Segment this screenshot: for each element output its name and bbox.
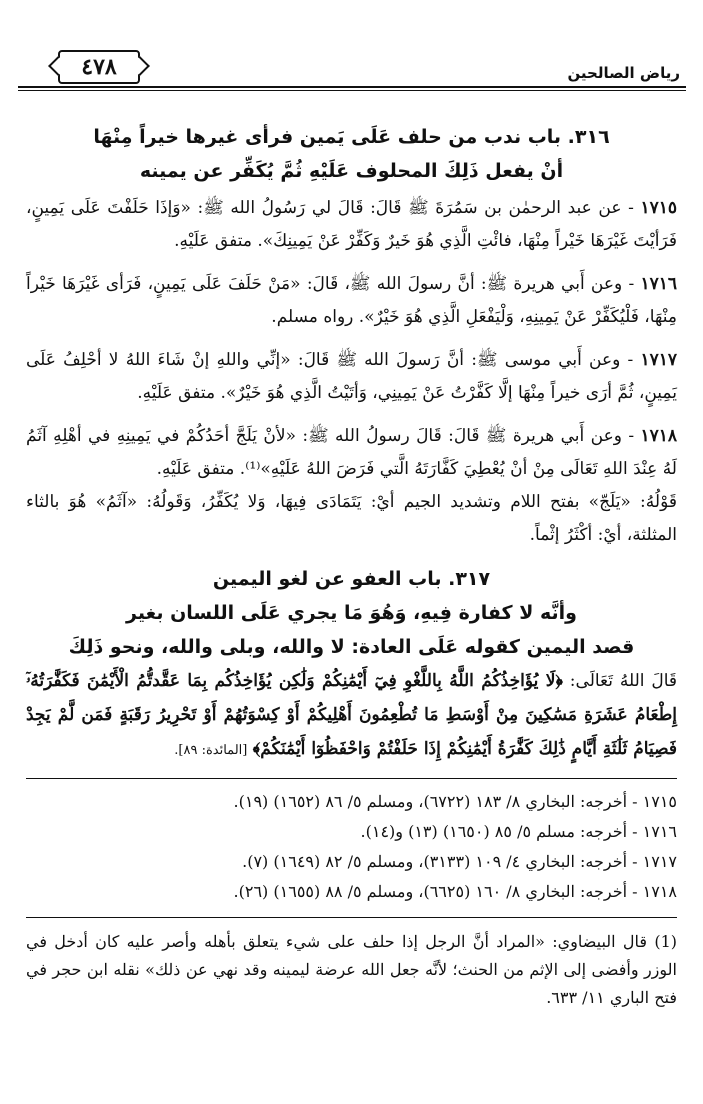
explanation: قَوْلُهُ: «يَلَجّ» بفتح اللام وتشديد الجيم أيْ: يَتَمَادَى فِيهَا، وَلا يُكَفِّرُ، وَقَولُهُ: «آثَمُ» هُوَ بالثاء المثلثة، أيْ: أكْثَرُ إثْماً. — [26, 492, 677, 545]
quran-reference: [المائدة: ٨٩]. — [174, 743, 248, 758]
hadith-number: ١٧١٨ — [640, 426, 677, 446]
chapter-317-title-line1: ٣١٧. باب العفو عن لغو اليمين — [212, 568, 491, 590]
takhrij-divider — [26, 778, 677, 779]
footnote-divider — [26, 917, 677, 918]
header-rule-thin — [18, 90, 686, 91]
page-number-box — [58, 50, 140, 84]
page-number: ٤٧٨ — [81, 54, 117, 80]
chapter-317-title-line3: قصد اليمين كقوله عَلَى العادة: لا والله، وبلى والله، ونحو ذَلِكَ — [68, 636, 635, 658]
quran-intro: قَالَ اللهُ تَعَالَى: — [562, 671, 678, 691]
quran-verse: ﴿لَا يُؤَاخِذُكُمُ اللَّهُ بِاللَّغْوِ فِيٓ أَيْمَٰنِكُمْ وَلَٰكِن يُؤَاخِذُكُم بِمَا عَقَّدتُّمُ الْأَيْمَٰنَ فَكَفَّٰرَتُهُۥٓ إِطْعَامُ عَشَرَةِ مَسَٰكِينَ مِنْ أَوْسَطِ مَا تُطْعِمُونَ أَهْلِيكُمْ أَوْ كِسْوَتُهُمْ أَوْ تَحْرِيرُ رَقَبَةٍ فَمَن لَّمْ يَجِدْ فَصِيَامُ ثَلَٰثَةِ أَيَّامٍ ذَٰلِكَ كَفَّٰرَةُ أَيْمَٰنِكُمْ إِذَا حَلَفْتُمْ وَاحْفَظُوٓا أَيْمَٰنَكُمْ﴾ — [26, 671, 677, 759]
takhrij-1717: ١٧١٧ - أخرجه: البخاري ٤/ ١٠٩ (٣١٣٣)، ومسلم ٥/ ٨٢ (١٦٤٩) (٧). — [242, 852, 677, 871]
hadith-text: - وعن أَبي موسى ﷺ: أنَّ رَسولَ الله ﷺ قَالَ: «إنِّي واللهِ إنْ شَاءَ اللهُ لا أحْلِفُ عَلَى يَمِينٍ، ثُمَّ أرَى خيراً مِنْهَا إلَّا كَفَّرْتُ عَنْ يَمِينِي، وَأتَيْتُ الَّذِي هُوَ خَيْرٌ». متفق عَلَيْهِ. — [26, 350, 677, 403]
hadith-1717 — [26, 344, 677, 410]
quran-verse-block — [26, 664, 677, 768]
takhrij-1715: ١٧١٥ - أخرجه: البخاري ٨/ ١٨٣ (٦٧٢٢)، ومسلم ٥/ ٨٦ (١٦٥٢) (١٩). — [233, 792, 677, 811]
hadith-number: ١٧١٥ — [640, 198, 677, 218]
takhrij-1716: ١٧١٦ - أخرجه: مسلم ٥/ ٨٥ (١٦٥٠) (١٣) و(١٤). — [360, 822, 677, 841]
hadith-text: - عن عبد الرحمٰن بن سَمُرَةَ ﷺ قَالَ: قَالَ لي رَسُولُ الله ﷺ: «وَإذَا حَلَفْتَ عَلَى يَمِينٍ، فَرَأيْتَ غَيْرَهَا خَيْراً مِنْهَا، فائْتِ الَّذِي هُوَ خَيرٌ وَكَفِّرْ عَنْ يَمِينِكَ». متفق عَلَيْهِ. — [26, 198, 677, 251]
chapter-316-title-line1: ٣١٦. باب ندب من حلف عَلَى يَمين فرأى غيرها خيراً مِنْهَا — [93, 126, 610, 148]
hadith-1715 — [26, 192, 677, 258]
hadith-number: ١٧١٧ — [640, 350, 677, 370]
hadith-1718 — [26, 420, 677, 486]
page-header — [18, 48, 686, 88]
chapter-317-title-line2: وأنَّه لا كفارة فِيهِ، وَهُوَ مَا يجري عَلَى اللسان بغير — [126, 602, 577, 624]
hadith-text: - وعن أَبي هريرة ﷺ قَالَ: قَالَ رسولُ الله ﷺ: «لأنْ يَلَجَّ أحَدُكُمْ في يَمِينِهِ في أهْلِهِ آثَمُ لَهُ عِنْدَ اللهِ تَعَالَى مِنْ أنْ يُعْطِيَ كَفَّارَتَهُ الَّتي فَرَضَ اللهُ عَلَيْهِ»⁽¹⁾. متفق عَلَيْهِ. — [26, 426, 677, 479]
footnote-1: (1) قال البيضاوي: «المراد أنَّ الرجل إذا حلف على شيء يتعلق بأهله وأصر عليه كان أدخل في الوزر وأفضى إلى الإثم من الحنث؛ لأنَّه جعل الله عرضة ليمينه وقد نهي عن ذلك» نقله ابن حجر في فتح الباري ١١/ ٦٣٣. — [26, 932, 677, 1007]
page-content — [26, 120, 677, 1012]
header-rule — [18, 86, 686, 88]
hadith-1716 — [26, 268, 677, 334]
takhrij-1718: ١٧١٨ - أخرجه: البخاري ٨/ ١٦٠ (٦٦٢٥)، ومسلم ٥/ ٨٨ (١٦٥٥) (٢٦). — [233, 882, 677, 901]
book-title: رياض الصالحين — [567, 64, 680, 82]
hadith-number: ١٧١٦ — [640, 274, 677, 294]
hadith-text: - وعن أَبي هريرة ﷺ: أنَّ رسولَ الله ﷺ، قَالَ: «مَنْ حَلَفَ عَلَى يَمِينٍ، فَرَأى غَيْرَهَا خَيْراً مِنْهَا، فَلْيُكَفِّرْ عَنْ يَمِينِهِ، وَلْيَفْعَلِ الَّذِي هُوَ خَيْرٌ». رواه مسلم. — [26, 274, 677, 327]
chapter-316-title-line2: أنْ يفعل ذَلِكَ المحلوف عَلَيْهِ ثُمَّ يُكَفِّر عن يمينه — [139, 160, 564, 182]
